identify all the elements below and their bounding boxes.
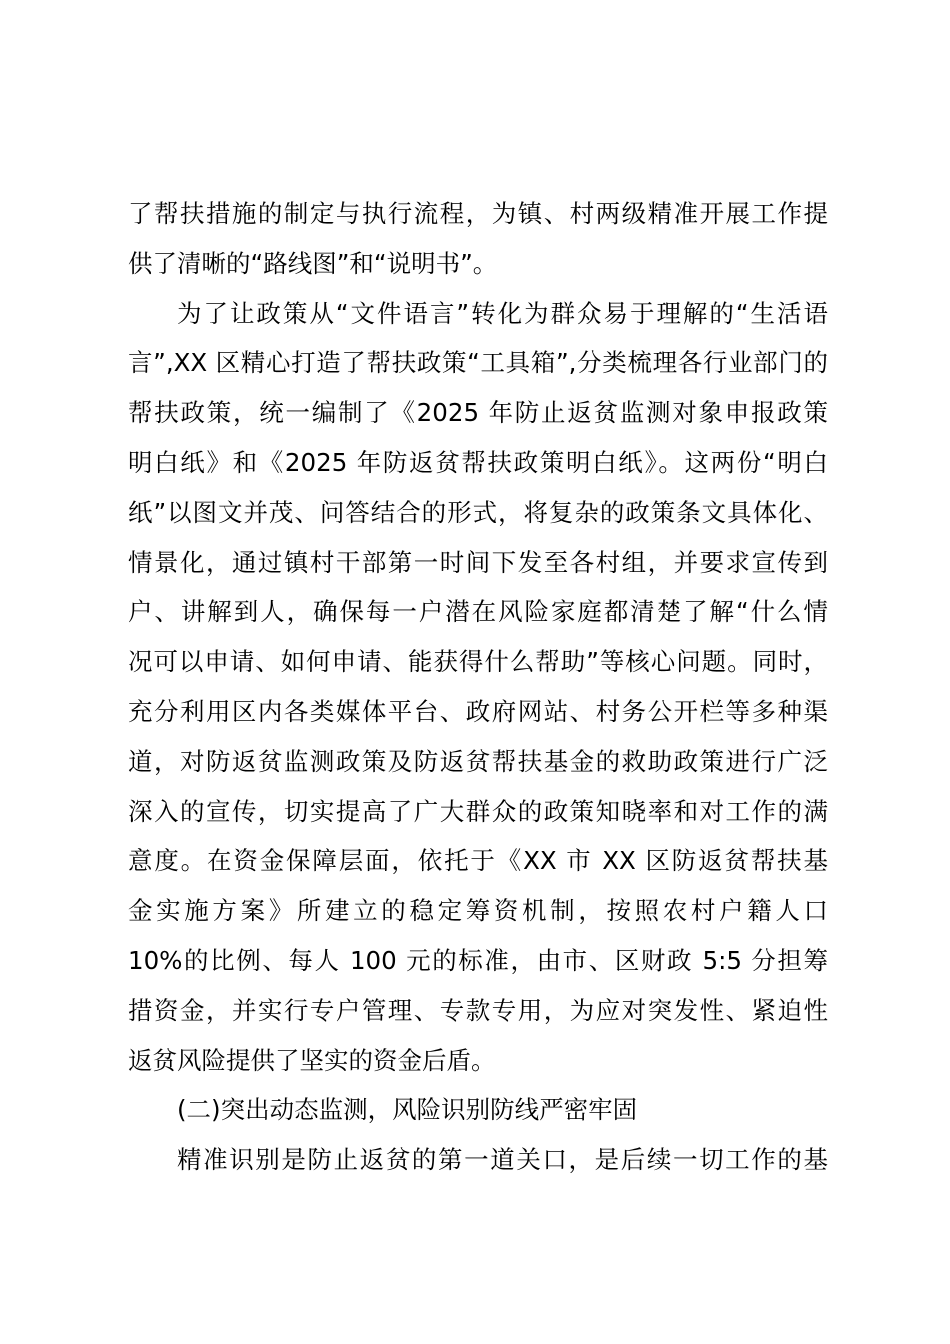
text-line: 返贫风险提供了坚实的资金后盾。: [128, 1045, 496, 1075]
text-line: 纸”以图文并茂、问答结合的形式，将复杂的政策条文具体化、: [128, 497, 828, 527]
text-line: 深入的宣传，切实提高了广大群众的政策知晓率和对工作的满: [128, 796, 828, 826]
text-line: 况可以申请、如何申请、能获得什么帮助”等核心问题。同时，: [128, 647, 828, 677]
text-line: 金实施方案》所建立的稳定筹资机制，按照农村户籍人口: [128, 896, 828, 926]
text-line: 供了清晰的“路线图”和“说明书”。: [128, 248, 498, 278]
text-line: 意度。在资金保障层面，依托于《XX 市 XX 区防返贫帮扶基: [128, 846, 828, 876]
text-line: 帮扶政策，统一编制了《2025 年防止返贫监测对象申报政策: [128, 398, 828, 428]
text-line: 言”,XX 区精心打造了帮扶政策“工具箱”,分类梳理各行业部门的: [128, 348, 828, 378]
body-text: [128, 189, 828, 1185]
text-line: 道，对防返贫监测政策及防返贫帮扶基金的救助政策进行广泛: [128, 746, 828, 776]
text-line: 情景化，通过镇村干部第一时间下发至各村组，并要求宣传到: [128, 547, 828, 577]
text-line: 充分利用区内各类媒体平台、政府网站、村务公开栏等多种渠: [128, 696, 828, 726]
paragraph-start-line: 为了让政策从“文件语言”转化为群众易于理解的“生活语: [177, 298, 828, 328]
paragraph-start-line: 精准识别是防止返贫的第一道关口，是后续一切工作的基: [177, 1145, 828, 1175]
text-line: 措资金，并实行专户管理、专款专用，为应对突发性、紧迫性: [128, 995, 828, 1025]
text-line: 了帮扶措施的制定与执行流程，为镇、村两级精准开展工作提: [128, 199, 828, 228]
text-line: 10%的比例、每人 100 元的标准，由市、区财政 5:5 分担筹: [128, 945, 828, 975]
text-line: 明白纸》和《2025 年防返贫帮扶政策明白纸》。这两份“明白: [128, 447, 828, 477]
section-heading: (二)突出动态监测，风险识别防线严密牢固: [177, 1095, 638, 1125]
text-line: 户、讲解到人，确保每一户潜在风险家庭都清楚了解“什么情: [128, 597, 828, 627]
